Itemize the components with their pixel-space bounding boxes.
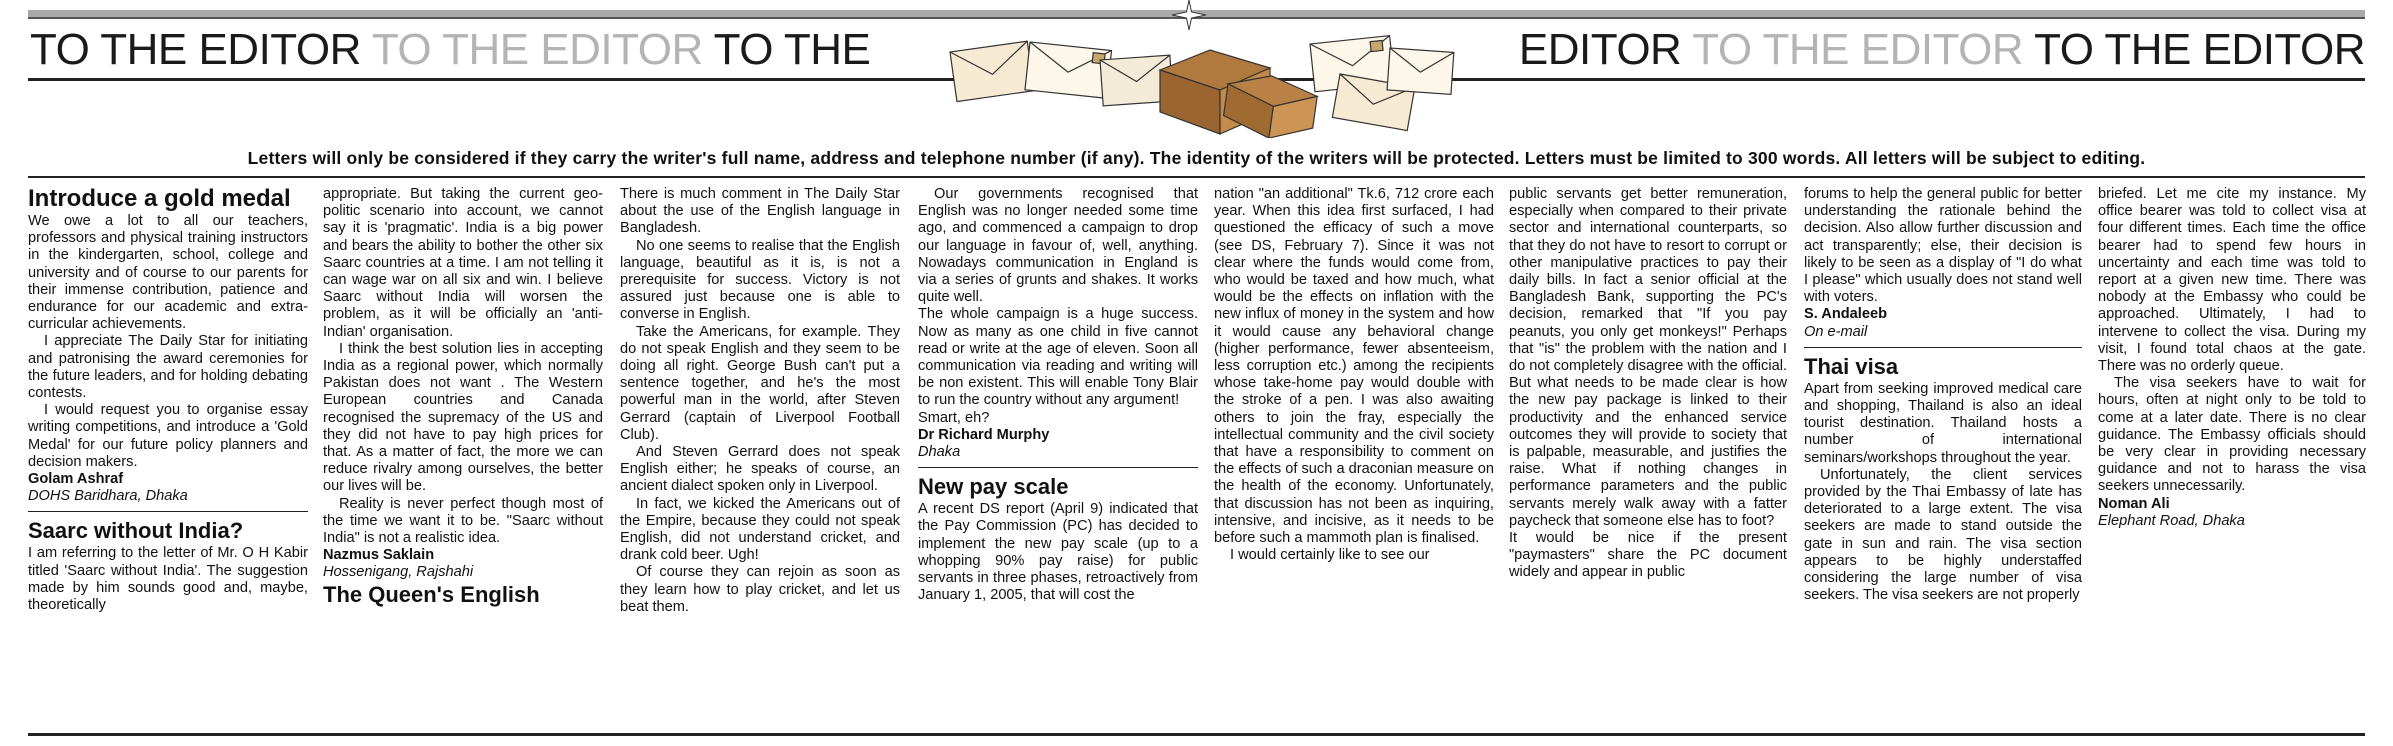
column-2	[323, 186, 603, 731]
column-7	[1804, 186, 2082, 731]
letter-paragraph: Take the Americans, for example. They do not speak English and they seem to be doing all right. George Bush can't put a sentence together, and he's the most powerful man in the world, after Steven Gerrard (captain of Liverpool Football Club).	[620, 323, 900, 443]
letter-paragraph: The visa seekers have to wait for hours, often at night only to be told to come at a later date. There is no clear guidance. The Embassy officials should be very clear in providing necessary guidance and not to harass the visa seekers unnecessarily.	[2098, 375, 2366, 495]
author-name: Nazmus Saklain	[323, 547, 435, 564]
letter-separator	[28, 511, 308, 512]
letter-paragraph: Smart, eh?	[918, 409, 990, 426]
column-1	[28, 186, 308, 731]
letter-paragraph: The whole campaign is a huge success. Now as many as one child in five cannot read or write at the age of eleven. Soon all communication via reading and writing will be non existent. This will enable Tony Blair to run the country without any argument!	[918, 306, 1198, 409]
envelopes-illustration	[930, 30, 1470, 138]
author-location: On e-mail	[1804, 323, 1868, 340]
bottom-rule	[28, 733, 2365, 736]
letter-paragraph: Unfortunately, the client services provided by the Thai Embassy of late has deteriorated to a large extent. The visa seekers are made to stand outside the gate in sun and rain. The visa section appears to be highly understaffed considering the large number of visa seekers. The visa seekers are not properly	[1804, 466, 2082, 604]
letter-paragraph: Our governments recognised that English was no longer needed some time ago, and commenced a campaign to drop our language in favour of, well, anything. Nowadays communication in England is via a series of grunts and shakes. It works quite well.	[918, 186, 1198, 306]
letter-title-pay-scale: New pay scale	[918, 474, 1069, 500]
letter-paragraph: forums to help the general public for better understanding the rationale behind the decision. Also allow further discussion and act transparently; else, their decision is likely to be seen as a display of "I do what I please" which usually does not stand well with voters.	[1804, 186, 2082, 306]
letter-paragraph: We owe a lot to all our teachers, professors and physical training instructors in the kindergarten, school, college and university and of course to our parents for their immense contribution, patience and endurance for our academic and extra-curricular achievements.	[28, 213, 308, 333]
letter-title-saarc: Saarc without India?	[28, 518, 244, 544]
author-name: S. Andaleeb	[1804, 306, 1887, 323]
author-location: DOHS Baridhara, Dhaka	[28, 488, 188, 505]
column-6	[1509, 186, 1787, 731]
sparkle-icon	[1172, 0, 1206, 30]
author-location: Elephant Road, Dhaka	[2098, 512, 2245, 529]
letter-paragraph: appropriate. But taking the current geo-politic scenario into account, we cannot say it is 'pragmatic'. India is a big power and bears the ability to bother the other six Saarc countries at a time. I am not telling it can wage war on all six and win. I believe Saarc without India will worsen the problem, as it will be officially an 'anti-Indian' organisation.	[323, 186, 603, 340]
letter-paragraph: I would request you to organise essay writing competitions, and introduce a 'Gold Medal' for our future policy planners and decision makers.	[28, 402, 308, 470]
masthead-text: TO THE EDITOR	[2034, 25, 2365, 74]
author-name: Dr Richard Murphy	[918, 426, 1050, 443]
letter-paragraph: I appreciate The Daily Star for initiating and patronising the award ceremonies for the future leaders, and for holding debating contests.	[28, 333, 308, 402]
masthead-right	[1519, 26, 2365, 74]
letter-paragraph: Of course they can rejoin as soon as they learn how to play cricket, and let us beat them.	[620, 564, 900, 615]
masthead-text: EDITOR	[1518, 25, 1682, 74]
letter-separator	[918, 467, 1198, 468]
letter-paragraph: No one seems to realise that the English language, beautiful as it is, is not a prerequisite for success. Victory is not assured just because one is able to converse in English.	[620, 237, 900, 323]
letter-paragraph: It would be nice if the present "paymasters" share the PC document widely and appear in public	[1509, 530, 1787, 581]
letter-paragraph: public servants get better remuneration, especially when compared to their private sector and international counterparts, so that they do not have to resort to corrupt or other manipulative practices to pay their daily bills. In fact a senior official at the Bangladesh Bank, supporting the PC's decision, remarked that "If you pay peanuts, you only get monkeys!" Perhaps that "is" the problem with the nation and I do not completely disagree with the official. But what needs to be made clear is how the new pay package is linked to their productivity and the enhanced service outcomes they will provide to society that is palpable, measurable, and justifies the raise. What if nothing changes in performance parameters and the public servants merely walk away with a fatter paycheck that someone else has to foot?	[1509, 186, 1787, 529]
column-4	[918, 186, 1198, 731]
letter-paragraph: Apart from seeking improved medical care and shopping, Thailand is also an ideal tourist destination. Thailand hosts a number of international seminars/workshops throughout the year.	[1804, 380, 2082, 466]
letter-paragraph: And Steven Gerrard does not speak English either; he speaks of course, an ancient dialect spoken only in Liverpool.	[620, 444, 900, 495]
masthead-left	[30, 26, 870, 74]
masthead-text: TO THE	[713, 25, 871, 74]
letter-title-queens-english: The Queen's English	[323, 581, 540, 607]
letter-paragraph: In fact, we kicked the Americans out of the Empire, because they could not speak English, did not understand cricket, and drank cold beer. Ugh!	[620, 495, 900, 564]
letter-paragraph: nation "an additional" Tk.6, 712 crore each year. When this idea first surfaced, I had questioned the efficacy of such a move (see DS, February 7). Since it was not clear where the funds would come from, who would be taxed and how much, what would be the effects on inflation with the new influx of money in the system and how it would cause any behavioral change (higher performance, fewer absenteeism, less corruption etc.) among the recipients whose take-home pay would double with the stroke of a pen. I was also awaiting others to join the fray, especially the intellectual community and the civil society that have a responsibility to comment on the effects of such a draconian measure on the health of the economy. Unfortunately, that discussion has not been as inquiring, intensive, and incisive, as it needs to be before such a mammoth plan is finalised.	[1214, 186, 1494, 547]
letter-paragraph: Reality is never perfect though most of the time we want it to be. "Saarc without India" is not a realistic idea.	[323, 495, 603, 547]
masthead-text-grey: TO THE EDITOR	[371, 25, 703, 74]
author-name: Noman Ali	[2098, 495, 2170, 512]
letter-paragraph: I think the best solution lies in accepting India as a regional power, which normally Pakistan does not want . The Western European countries and Canada recognised the supremacy of the US and they did not have to pay high prices for that. As a matter of fact, the more we can reduce rivalry among ourselves, the better our lives will be.	[323, 340, 603, 495]
masthead-text: TO THE EDITOR	[30, 25, 361, 74]
column-8	[2098, 186, 2366, 731]
letter-paragraph: A recent DS report (April 9) indicated that the Pay Commission (PC) has decided to implement the new pay scale (up to a whopping 90% pay raise) for public servants in three phases, retroactively from January 1, 2005, that will cost the	[918, 501, 1198, 604]
notice-rule	[28, 176, 2365, 178]
column-5	[1214, 186, 1494, 731]
column-3	[620, 186, 900, 731]
letter-paragraph: I am referring to the letter of Mr. O H Kabir titled 'Saarc without India'. The suggestion made by him sounds good and, maybe, theoretically	[28, 545, 308, 614]
letter-paragraph: There is much comment in The Daily Star about the use of the English language in Bangladesh.	[620, 186, 900, 237]
author-name: Golam Ashraf	[28, 471, 124, 488]
letter-paragraph: I would certainly like to see our	[1230, 547, 1430, 564]
letter-title-gold-medal: Introduce a gold medal	[28, 186, 291, 212]
author-location: Hossenigang, Rajshahi	[323, 564, 474, 581]
masthead-text-grey: TO THE EDITOR	[1692, 25, 2024, 74]
letter-separator	[1804, 347, 2082, 348]
letter-title-thai-visa: Thai visa	[1804, 353, 1899, 379]
author-location: Dhaka	[918, 444, 961, 461]
submission-notice: Letters will only be considered if they carry the writer's full name, address and telephone number (if any). The identity of the writers will be protected. Letters must be limited to 300 words. All letters will be subject to editing.	[247, 148, 2146, 168]
letter-paragraph: briefed. Let me cite my instance. My office bearer was told to collect visa at four different times. Each time the office bearer had to spend few hours in uncertainty and each time was told to report at a given new time. There was nobody at the Embassy who could be approached. Ultimately, I had to intervene to collect the visa. During my visit, I found total chaos at the gate. There was no orderly queue.	[2098, 186, 2366, 375]
